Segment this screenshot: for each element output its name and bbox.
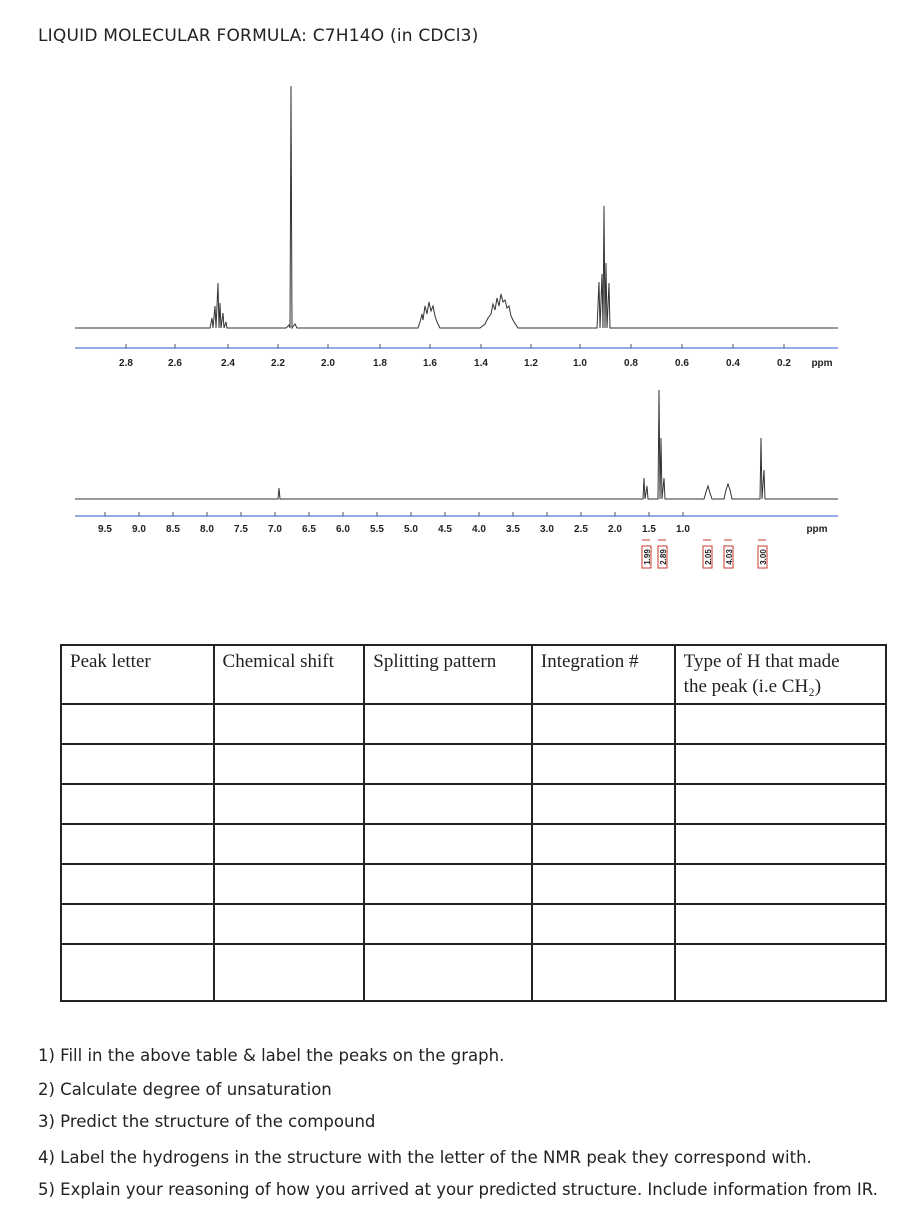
- table-cell[interactable]: [675, 784, 886, 824]
- table-cell[interactable]: [675, 704, 886, 744]
- bottom-tick-label: 7.0: [268, 524, 282, 535]
- table-cell[interactable]: [532, 784, 675, 824]
- table-cell[interactable]: [61, 824, 214, 864]
- bottom-tick-label: 3.5: [506, 524, 520, 535]
- bottom-tick-label: 4.5: [438, 524, 452, 535]
- table-cell[interactable]: [214, 744, 365, 784]
- bottom-tick-label: 8.0: [200, 524, 214, 535]
- table-row: [61, 704, 886, 744]
- table-cell[interactable]: [532, 904, 675, 944]
- top-tick-label: 0.4: [726, 358, 740, 369]
- bottom-axis-unit: ppm: [806, 524, 828, 535]
- table-cell[interactable]: [675, 904, 886, 944]
- integration-value: 1.99: [643, 549, 652, 565]
- top-tick-label: 2.0: [321, 358, 335, 369]
- top-spectrum: [75, 86, 838, 369]
- table-cell[interactable]: [675, 744, 886, 784]
- table-cell[interactable]: [364, 864, 532, 904]
- header-integration: Integration #: [532, 645, 675, 704]
- question-4: 4) Label the hydrogens in the structure with the letter of the NMR peak they correspond with.: [38, 1148, 812, 1167]
- question-1: 1) Fill in the above table & label the peaks on the graph.: [38, 1046, 505, 1065]
- bottom-tick-label: 5.0: [404, 524, 418, 535]
- top-tick-label: 2.8: [119, 358, 133, 369]
- table-cell[interactable]: [214, 704, 365, 744]
- top-tick-label: 1.2: [524, 358, 538, 369]
- integration-value: 3.00: [759, 549, 768, 565]
- table-cell[interactable]: [61, 744, 214, 784]
- bottom-tick-label: 3.0: [540, 524, 554, 535]
- header-splitting-pattern: Splitting pattern: [364, 645, 532, 704]
- table-header-row: [61, 645, 886, 704]
- table-cell[interactable]: [364, 704, 532, 744]
- table-cell[interactable]: [364, 784, 532, 824]
- table-cell[interactable]: [61, 904, 214, 944]
- table-cell[interactable]: [364, 824, 532, 864]
- table-row: [61, 824, 886, 864]
- table-row: [61, 864, 886, 904]
- integration-value: 2.05: [704, 549, 713, 565]
- nmr-spectra-graphic: [60, 78, 890, 598]
- top-spectrum-trace: [75, 86, 838, 328]
- table-row: [61, 784, 886, 824]
- bottom-tick-label: 2.0: [608, 524, 622, 535]
- question-5: 5) Explain your reasoning of how you arrived at your predicted structure. Include information from IR.: [38, 1180, 878, 1199]
- page-title: LIQUID MOLECULAR FORMULA: C7H14O (in CDCl3): [38, 26, 479, 46]
- table-cell[interactable]: [214, 944, 365, 1001]
- bottom-tick-label: 1.0: [676, 524, 690, 535]
- top-tick-label: 0.6: [675, 358, 689, 369]
- top-tick-label: 1.4: [474, 358, 488, 369]
- top-tick-label: 2.6: [168, 358, 182, 369]
- header-peak-letter: Peak letter: [61, 645, 214, 704]
- top-tick-label: 0.8: [624, 358, 638, 369]
- question-2: 2) Calculate degree of unsaturation: [38, 1080, 332, 1099]
- top-axis-unit: ppm: [811, 358, 833, 369]
- table-cell[interactable]: [214, 824, 365, 864]
- table-row: [61, 744, 886, 784]
- table-cell[interactable]: [61, 864, 214, 904]
- bottom-tick-label: 4.0: [472, 524, 486, 535]
- bottom-tick-label: 1.5: [642, 524, 656, 535]
- table-cell[interactable]: [61, 704, 214, 744]
- bottom-spectrum: [75, 390, 838, 568]
- table-cell[interactable]: [61, 944, 214, 1001]
- bottom-tick-label: 8.5: [166, 524, 180, 535]
- table-cell[interactable]: [675, 944, 886, 1001]
- table-cell[interactable]: [532, 864, 675, 904]
- table-cell[interactable]: [675, 824, 886, 864]
- bottom-tick-label: 9.5: [98, 524, 112, 535]
- question-3: 3) Predict the structure of the compound: [38, 1112, 376, 1131]
- nmr-spectra: [60, 78, 890, 598]
- table-cell[interactable]: [364, 744, 532, 784]
- bottom-tick-label: 9.0: [132, 524, 146, 535]
- table-cell[interactable]: [532, 744, 675, 784]
- integration-value: 4.03: [725, 549, 734, 565]
- peak-table: [60, 644, 887, 1002]
- table-cell[interactable]: [214, 904, 365, 944]
- bottom-tick-label: 7.5: [234, 524, 248, 535]
- bottom-tick-label: 5.5: [370, 524, 384, 535]
- bottom-tick-label: 6.5: [302, 524, 316, 535]
- header-type-of-h: [675, 645, 886, 704]
- top-tick-label: 1.6: [423, 358, 437, 369]
- header-type-line2: the peak (i.e CH₂): [683, 675, 822, 697]
- header-chemical-shift: Chemical shift: [214, 645, 365, 704]
- table-cell[interactable]: [532, 704, 675, 744]
- table-cell[interactable]: [214, 864, 365, 904]
- bottom-tick-label: 2.5: [574, 524, 588, 535]
- header-type-line1: Type of H that made: [683, 651, 840, 672]
- top-tick-label: 2.2: [271, 358, 285, 369]
- table-cell[interactable]: [364, 904, 532, 944]
- top-tick-label: 2.4: [221, 358, 235, 369]
- integration-value: 2.89: [659, 549, 668, 565]
- table-cell[interactable]: [214, 784, 365, 824]
- table-cell[interactable]: [532, 824, 675, 864]
- table-cell[interactable]: [364, 944, 532, 1001]
- table-cell[interactable]: [61, 784, 214, 824]
- bottom-tick-label: 6.0: [336, 524, 350, 535]
- top-tick-label: 0.2: [777, 358, 791, 369]
- table-cell[interactable]: [675, 864, 886, 904]
- top-tick-label: 1.0: [573, 358, 587, 369]
- table-cell[interactable]: [532, 944, 675, 1001]
- table-row: [61, 904, 886, 944]
- bottom-spectrum-trace: [75, 390, 838, 499]
- table-row: [61, 944, 886, 1001]
- top-tick-label: 1.8: [373, 358, 387, 369]
